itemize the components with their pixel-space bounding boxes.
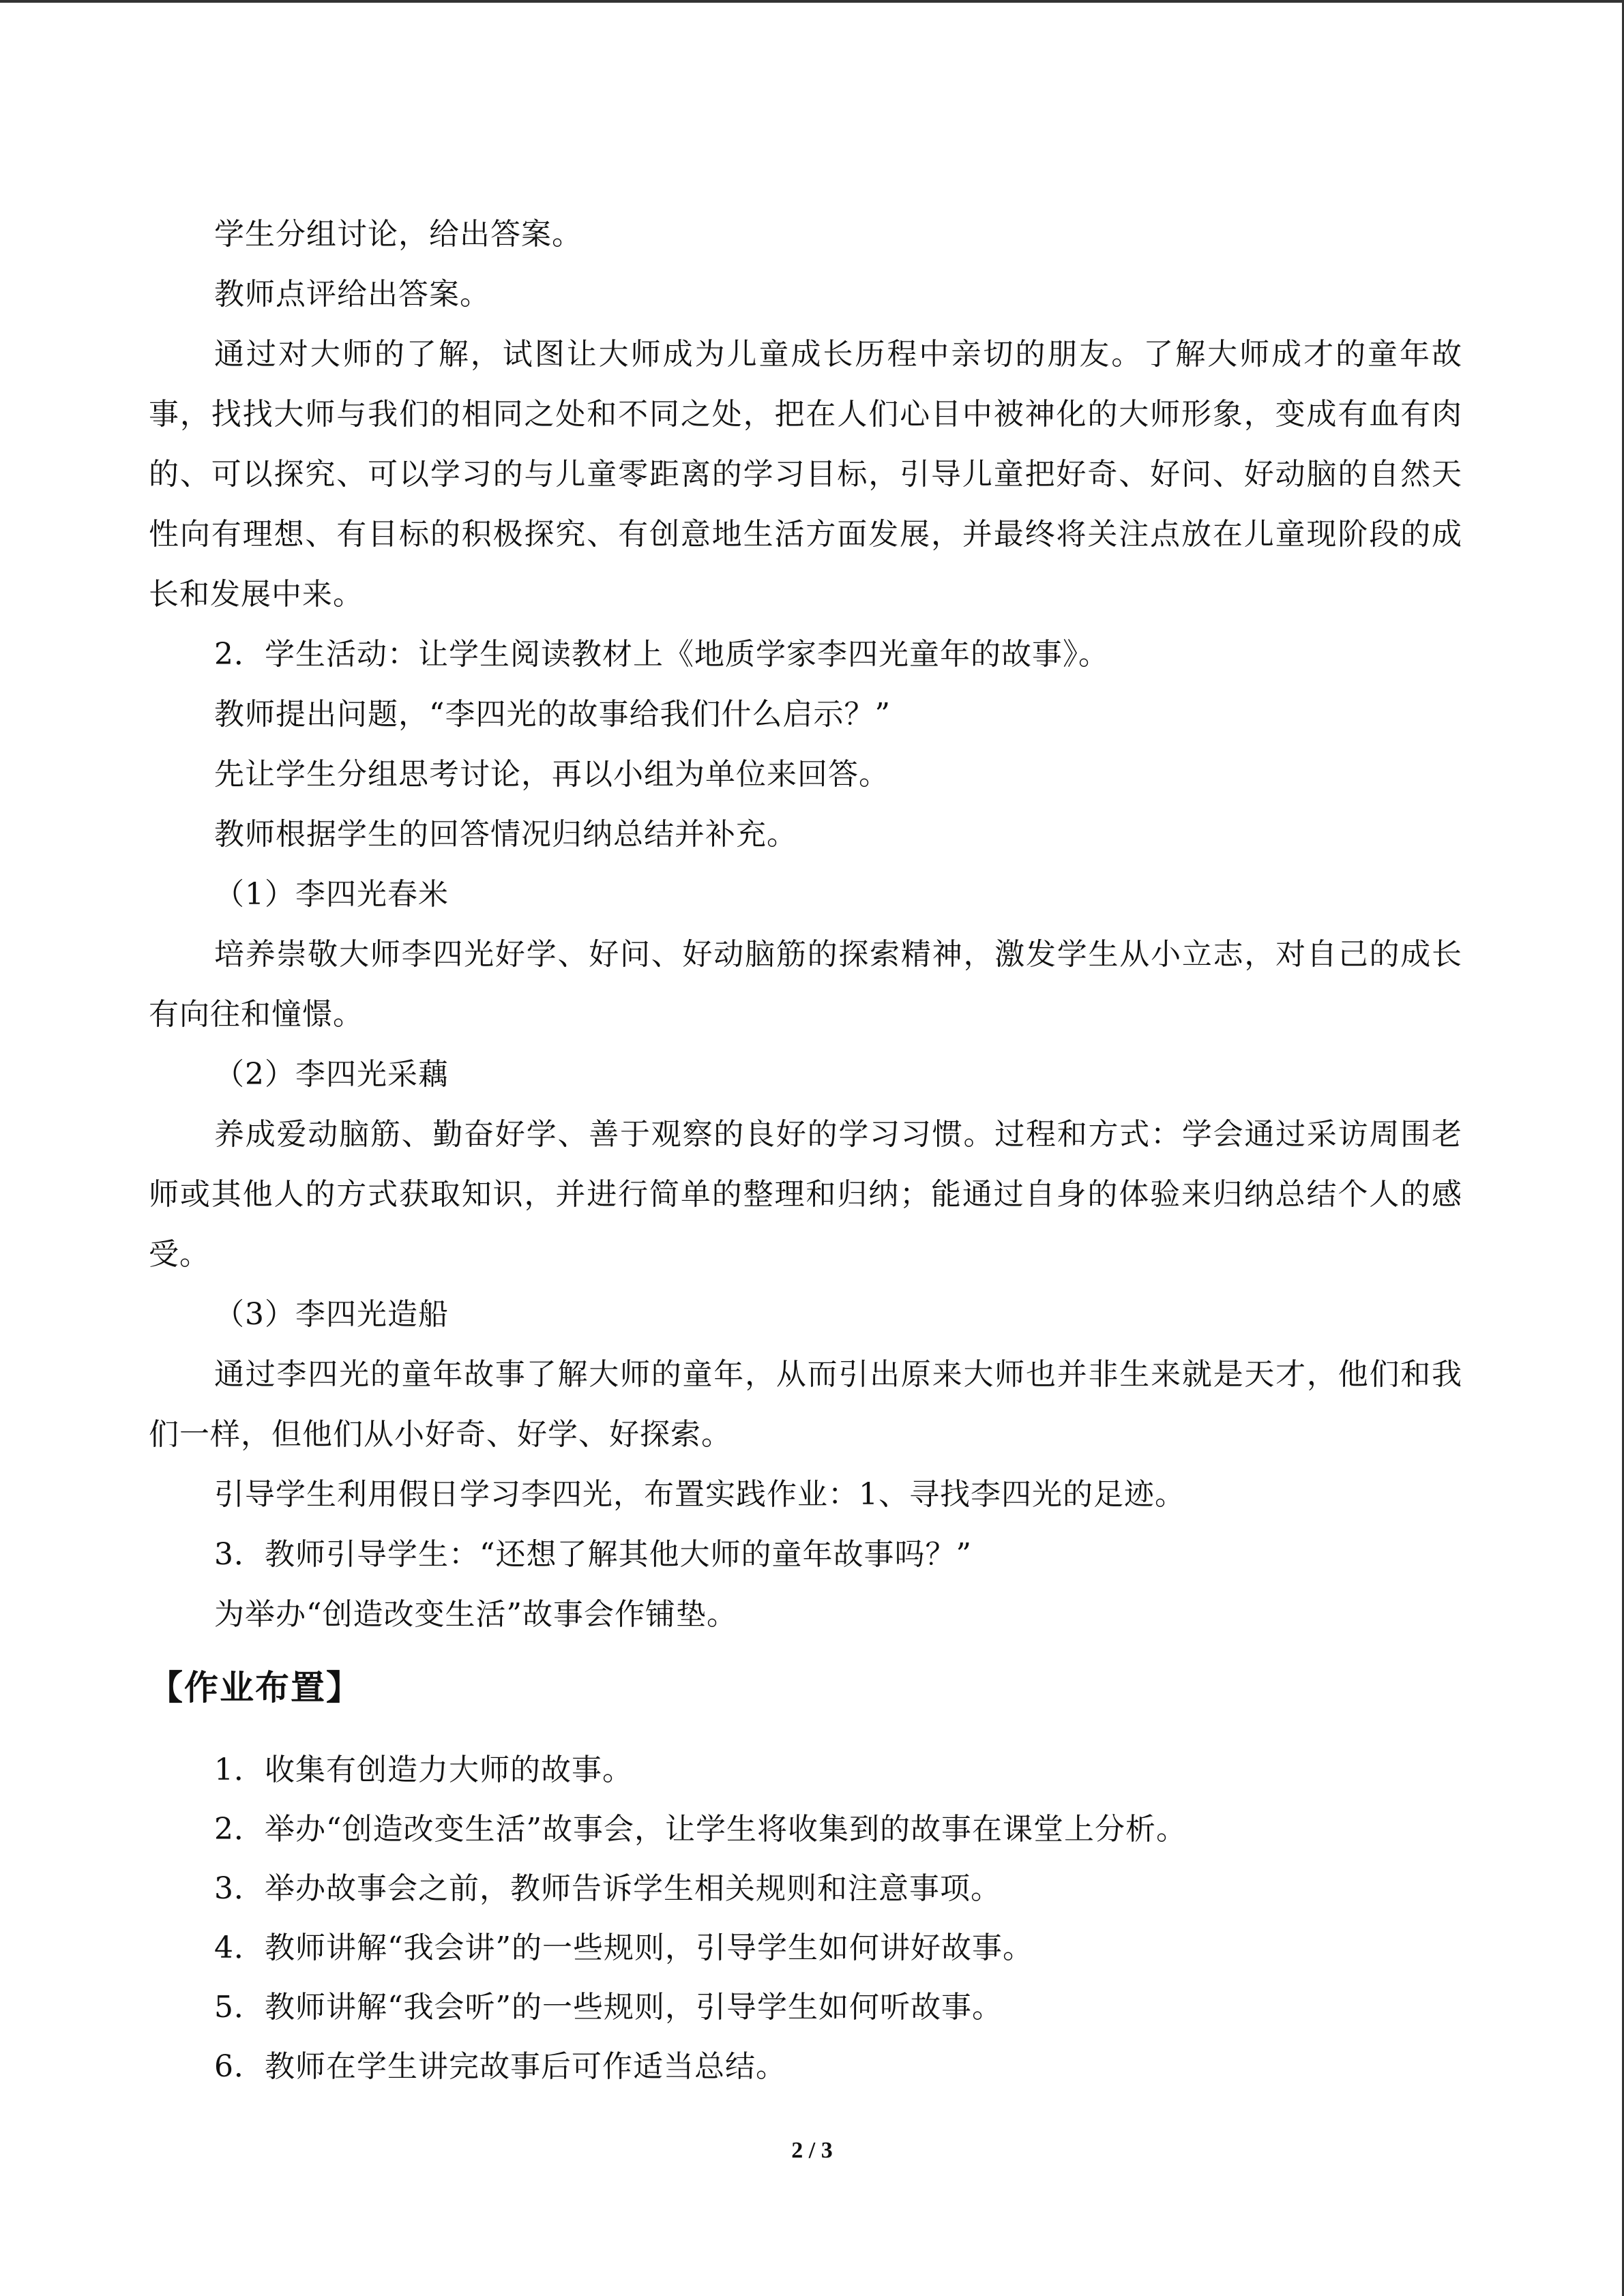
- paragraph-boat: 通过李四光的童年故事了解大师的童年，从而引出原来大师也并非生来就是天才，他们和我们一样，但他们从小好奇、好学、好探索。: [149, 1357, 1462, 1452]
- homework-item: 4．教师讲解“我会讲”的一些规则，引导学生如何讲好故事。: [214, 1930, 1033, 1965]
- homework-item: 2．举办“创造改变生活”故事会，让学生将收集到的故事在课堂上分析。: [214, 1812, 1187, 1847]
- paragraph-teacher-guide: 3．教师引导学生：“还想了解其他大师的童年故事吗？”: [214, 1537, 972, 1572]
- homework-item: 6．教师在学生讲完故事后可作适当总结。: [214, 2049, 786, 2084]
- paragraph-master-understanding: 通过对大师的了解，试图让大师成为儿童成长历程中亲切的朋友。了解大师成才的童年故事，找找大师与我们的相同之处和不同之处，把在人们心目中被神化的大师形象，变成有血有肉的、可以探究、可以学习的与儿童零距离的学习目标，引导儿童把好奇、好问、好动脑的自然天性向有理想、有目标的积极探究、有创意地生活方面发展，并最终将关注点放在儿童现阶段的成长和发展中来。: [149, 337, 1462, 612]
- subheading-lotus-root: （2）李四光采藕: [214, 1057, 449, 1092]
- paragraph-group-discussion: 学生分组讨论，给出答案。: [214, 217, 582, 252]
- document-body: [149, 205, 1462, 2096]
- paragraph-holiday-practice: 引导学生利用假日学习李四光，布置实践作业：1、寻找李四光的足迹。: [214, 1477, 1185, 1512]
- subheading-boat: （3）李四光造船: [214, 1297, 449, 1332]
- paragraph-story-meeting-prep: 为举办“创造改变生活”故事会作铺垫。: [214, 1597, 737, 1632]
- paragraph-teacher-question: 教师提出问题，“李四光的故事给我们什么启示？”: [214, 697, 891, 732]
- homework-item: 3．举办故事会之前，教师告诉学生相关规则和注意事项。: [214, 1871, 1001, 1906]
- homework-list: [149, 1740, 1462, 2096]
- paragraph-teacher-comment: 教师点评给出答案。: [214, 277, 490, 312]
- homework-item: 5．教师讲解“我会听”的一些规则，引导学生如何听故事。: [214, 1990, 1003, 2025]
- paragraph-lotus-root: 养成爱动脑筋、勤奋好学、善于观察的良好的学习习惯。过程和方式：学会通过采访周围老师或其他人的方式获取知识，并进行简单的整理和归纳；能通过自身的体验来归纳总结个人的感受。: [149, 1117, 1462, 1272]
- homework-item: 1．收集有创造力大师的故事。: [214, 1753, 633, 1787]
- page-number: 2 / 3: [791, 2138, 833, 2163]
- paragraph-student-activity: 2．学生活动：让学生阅读教材上《地质学家李四光童年的故事》。: [214, 637, 1109, 672]
- page-top-border: [0, 0, 1624, 3]
- paragraph-teacher-summary: 教师根据学生的回答情况归纳总结并补充。: [214, 817, 797, 852]
- homework-heading: 【作业布置】: [149, 1668, 361, 1708]
- subheading-rice: （1）李四光春米: [214, 877, 449, 912]
- paragraph-rice: 培养崇敬大师李四光好学、好问、好动脑筋的探索精神，激发学生从小立志，对自己的成长有向往和憧憬。: [149, 937, 1462, 1032]
- paragraph-group-thinking: 先让学生分组思考讨论，再以小组为单位来回答。: [214, 757, 889, 792]
